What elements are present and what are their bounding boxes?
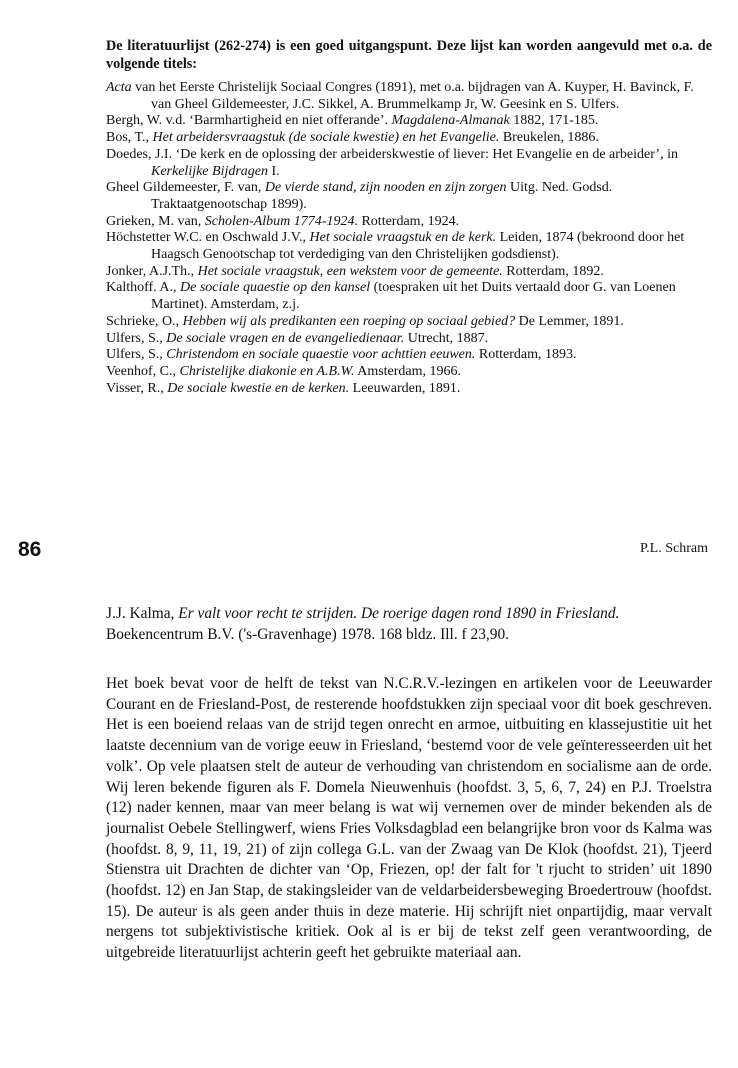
entry-author: Grieken, M. van, (106, 213, 205, 229)
entry-details: Breukelen, 1886. (499, 130, 599, 146)
entry-title: De sociale vragen en de evangeliedienaar. (166, 330, 405, 346)
entry-title: De sociale kwestie en de kerken. (167, 380, 350, 396)
bibliography-entry (106, 80, 712, 113)
entry-details: van het Eerste Christelijk Sociaal Congres (1891), met o.a. bijdragen van A. Kuyper, H. Bavinck, F. van Gheel Gildemeester, J.C. Sikkel, A. Brummelkamp Jr, W. Geesink en S. Ulfers. (131, 80, 694, 112)
entry-details: Utrecht, 1887. (404, 330, 489, 346)
entry-details: 1882, 171-185. (509, 113, 599, 129)
entry-author: Veenhof, C., (106, 363, 180, 379)
entry-title: Magdalena-Almanak (391, 113, 510, 129)
entry-author: Kalthoff. A., (106, 280, 181, 296)
entry-details: Uitg. Ned. Godsd. Traktaatgenootschap 1899). (151, 180, 613, 212)
bibliography-entry (106, 347, 712, 364)
page-number: 86 (18, 538, 42, 561)
entry-author: Höchstetter W.C. en Oschwald J.V., (106, 230, 310, 246)
review-heading (106, 604, 712, 645)
entry-author: Gheel Gildemeester, F. van, (106, 180, 265, 196)
bibliography-entry (106, 214, 712, 231)
bibliography-entry (106, 264, 712, 281)
entry-title: Het sociale vraagstuk en de kerk. (309, 230, 497, 246)
bibliography-entry (106, 331, 712, 348)
entry-title: Het arbeidersvraagstuk (de sociale kwestie) en het Evangelie. (152, 130, 500, 146)
entry-details: Rotterdam, 1924. (357, 213, 460, 229)
bibliography-list (106, 80, 712, 397)
bibliography-entry (106, 230, 712, 263)
entry-details: Rotterdam, 1893. (475, 347, 577, 363)
entry-title: Christendom en sociale quaestie voor achttien eeuwen. (166, 347, 476, 363)
bibliography-entry (106, 280, 712, 313)
entry-author: Ulfers, S., (106, 330, 167, 346)
review-book-title: Er valt voor recht te strijden. De roerige dagen rond 1890 in Friesland. (178, 605, 620, 622)
review-body: Het boek bevat voor de helft de tekst van N.C.R.V.-lezingen en artikelen voor de Leeuwarder Courant en de Friesland-Post, de resterende hoofdstukken zijn speciaal voor dit boek geschreven. Het is een boeiend relaas van de strijd tegen onrecht en armoe, uitbuiting en klassejustitie uit het laatste decennium van de vorige eeuw in Friesland, ‘bestemd voor de vele geïnteresseerden uit het volk’. Op vele plaatsen stelt de auteur de verhouding van christendom en socialisme aan de orde. Wij leren bekende figuren als F. Domela Nieuwenhuis (hoofdst. 3, 5, 6, 7, 24) en P.J. Troelstra (12) nader kennen, maar van meer belang is wat wij vernemen over de minder bekenden als de journalist Oebele Stellingwerf, wiens Fries Volksdagblad een belangrijke bron voor ds Kalma was (hoofdst. 8, 9, 11, 19, 21) of zijn collega G.L. van der Zwaag van De Klok (hoofdst. 21), Tjeerd Stienstra uit Drachten de dichter van ‘Op, Friezen, op! der falt for 't rjucht to striden’ uit 1890 (hoofdst. 12) en Jan Stap, de stakingsleider van de veldarbeidersbeweging Broedertrouw (hoofdst. 15). De auteur is als geen ander thuis in deze materie. Hij schrijft niet onpartijdig, maar vervalt nergens tot subjektivistische kritiek. Ook al is er bij de tekst zelf geen verantwoording, de uitgebreide literatuurlijst achterin geeft het gebruikte materiaal aan. (106, 675, 712, 962)
entry-author: Ulfers, S., (106, 347, 167, 363)
entry-details: De Lemmer, 1891. (515, 313, 624, 329)
entry-author: Bos, T., (106, 130, 153, 146)
review-author: J.J. Kalma, (106, 605, 179, 622)
entry-author: Doedes, J.I. ‘De kerk en de oplossing der arbeiderskwestie of liever: Het Evangelie en de arbeider’, in (106, 146, 678, 162)
entry-details: (toespraken uit het Duits vertaald door G. van Loenen Martinet). Amsterdam, z.j. (151, 280, 676, 313)
intro-paragraph: De literatuurlijst (262-274) is een goed uitgangspunt. Deze lijst kan worden aangevuld met o.a. de volgende titels: (106, 38, 712, 72)
bibliography-entry (106, 314, 712, 331)
entry-author: Visser, R., (106, 380, 168, 396)
entry-details: Amsterdam, 1966. (354, 363, 462, 379)
entry-details: Leiden, 1874 (bekroond door het Haagsch Genootschap tot verdediging van den Christelijken godsdienst). (151, 230, 685, 263)
entry-details: Leeuwarden, 1891. (349, 380, 461, 396)
entry-author: Jonker, A.J.Th., (106, 263, 198, 279)
entry-title: Acta (106, 80, 132, 95)
entry-details: I. (268, 163, 280, 179)
entry-title: Kerkelijke Bijdragen (151, 163, 269, 179)
entry-details: Rotterdam, 1892. (502, 263, 604, 279)
entry-author: Schrieke, O., (106, 313, 183, 329)
entry-title: De sociale quaestie op den kansel (180, 280, 371, 296)
entry-title: Het sociale vraagstuk, een wekstem voor de gemeente. (197, 263, 503, 279)
entry-title: Christelijke diakonie en A.B.W. (179, 363, 355, 379)
review-publication-info: Boekencentrum B.V. ('s-Gravenhage) 1978. 168 bldz. Ill. f 23,90. (106, 625, 509, 643)
bibliography-entry (106, 364, 712, 381)
entry-author: Bergh, W. v.d. ‘Barmhartigheid en niet offerande’. (106, 113, 392, 129)
bibliography-entry (106, 381, 712, 398)
entry-title: De vierde stand, zijn nooden en zijn zorgen (264, 180, 507, 196)
bibliography-entry (106, 130, 712, 147)
author-signature: P.L. Schram (639, 541, 708, 556)
bibliography-entry (106, 180, 712, 213)
entry-title: Scholen-Album 1774-1924. (204, 213, 358, 229)
entry-title: Hebben wij als predikanten een roeping op sociaal gebied? (182, 313, 516, 329)
bibliography-entry (106, 113, 712, 130)
bibliography-entry (106, 147, 712, 180)
